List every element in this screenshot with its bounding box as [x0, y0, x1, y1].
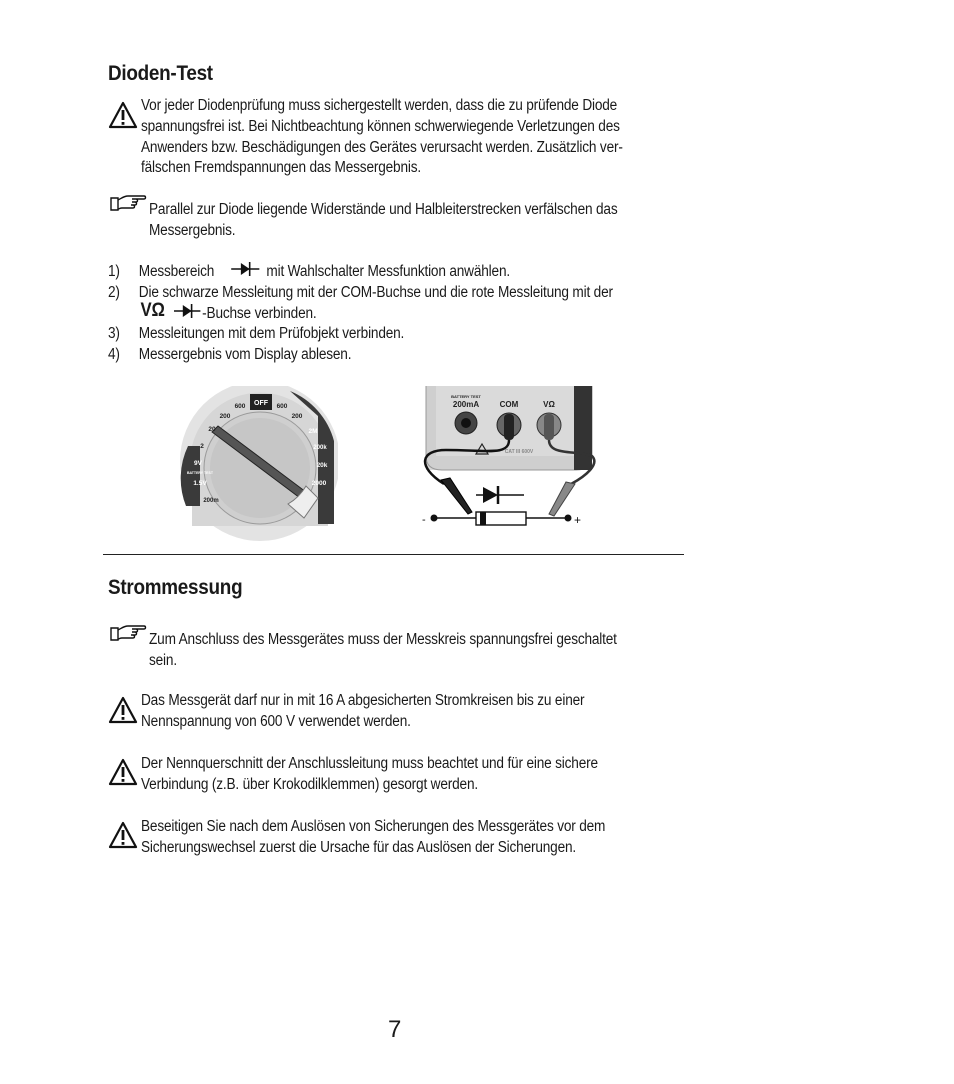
text-line: Nennspannung von 600 V verwendet werden. [141, 712, 411, 730]
step-text: Messbereich [138, 263, 215, 280]
warning-text-cable [141, 754, 757, 796]
socket-caption: CAT III 600V [504, 449, 534, 455]
text-line: sein. [149, 651, 177, 669]
dial-label: OFF [254, 400, 268, 407]
step-number: 4) [108, 346, 120, 364]
dial-label: 600 [234, 403, 246, 410]
step-number: 1) [108, 263, 120, 280]
step-text: Die schwarze Messleitung mit der COM-Buchse und die rote Messleitung mit der [138, 283, 613, 301]
socket-caption: 200mA [452, 400, 480, 409]
pointing-hand-icon [110, 624, 148, 644]
text-line: Parallel zur Diode liegende Widerstände und Halbleiterstrecken verfälschen das [149, 201, 618, 218]
dial-label: 2 [200, 443, 204, 450]
steps-list [108, 262, 768, 366]
section-divider [103, 554, 684, 555]
warning-icon [108, 696, 138, 724]
note-text-current [149, 630, 759, 672]
step-number: 2) [108, 283, 120, 301]
socket-caption: COM [499, 400, 519, 409]
pointing-hand-icon [110, 194, 148, 214]
step-text: mit Wahlschalter Messfunktion anwählen. [266, 263, 510, 280]
rotary-switch-illustration [178, 386, 338, 544]
dial-label: 200 [219, 413, 231, 420]
text-line: Vor jeder Diodenprüfung muss sichergestellt werden, dass die zu prüfende Diode [141, 97, 618, 114]
text-line: Anwenders bzw. Beschädigungen des Gerätes verursacht werden. Zusätzlich ver- [141, 138, 623, 156]
warning-text-fuse-replace [141, 817, 757, 859]
diode-symbol-icon [173, 303, 201, 319]
dial-label: 2M [308, 428, 318, 435]
step-text: -Buchse verbinden. [202, 304, 317, 322]
polarity-plus: + [574, 513, 582, 527]
text-line: Sicherungswechsel zuerst die Ursache für das Auslösen der Sicherungen. [141, 838, 577, 856]
text-line: Beseitigen Sie nach dem Auslösen von Sicherungen des Messgerätes vor dem [141, 818, 606, 835]
dial-label: 9V [194, 460, 202, 467]
dial-label: 600 [276, 403, 288, 410]
warning-icon [108, 758, 138, 786]
dial-label: 200k [313, 445, 327, 451]
dial-label: 20 [208, 426, 216, 433]
socket-caption: BATTERY TEST [451, 394, 481, 399]
text-line: Zum Anschluss des Messgerätes muss der Messkreis spannungsfrei geschaltet [149, 631, 617, 648]
text-line: Das Messgerät darf nur in mit 16 A abgesicherten Stromkreisen bis zu einer [141, 692, 585, 709]
dial-label: 200 [291, 413, 303, 420]
socket-label: VΩ [140, 299, 165, 321]
step-text: Messergebnis vom Display ablesen. [138, 346, 352, 364]
warning-icon [108, 101, 138, 129]
text-line: spannungsfrei ist. Bei Nichtbeachtung können schwerwiegende Verletzungen des [141, 117, 620, 135]
warning-text-fuse [141, 691, 757, 733]
warning-text-diode [141, 96, 757, 179]
note-text-diode [149, 200, 759, 242]
text-line: Verbindung (z.B. über Krokodilklemmen) gesorgt werden. [141, 775, 478, 793]
section-title-dioden-test: Dioden-Test [108, 62, 213, 85]
text-line: Messergebnis. [149, 221, 236, 239]
text-line: fälschen Fremdspannungen das Messergebnis. [141, 159, 421, 177]
dial-label: BATTERY TEST [187, 471, 213, 475]
text-line: Der Nennquerschnitt der Anschlussleitung muss beachtet und für eine sichere [141, 755, 598, 772]
dial-label: 1.5V [193, 480, 207, 487]
page-number: 7 [388, 1016, 402, 1043]
list-item [108, 324, 689, 345]
list-item [108, 345, 689, 366]
step-number: 3) [108, 325, 120, 343]
list-item [108, 262, 689, 283]
warning-icon [108, 821, 138, 849]
socket-caption: VΩ [543, 400, 555, 409]
section-title-strommessung: Strommessung [108, 576, 243, 599]
diode-symbol-icon [230, 260, 260, 278]
step-text: Messleitungen mit dem Prüfobjekt verbinden. [138, 325, 405, 343]
list-item [108, 283, 689, 304]
dial-label: 2000 [311, 480, 327, 487]
test-leads-illustration [416, 386, 596, 530]
polarity-minus: - [422, 514, 426, 526]
list-item-continuation [108, 299, 689, 325]
dial-label: 200m [203, 498, 219, 504]
dial-label: 20k [316, 462, 328, 469]
